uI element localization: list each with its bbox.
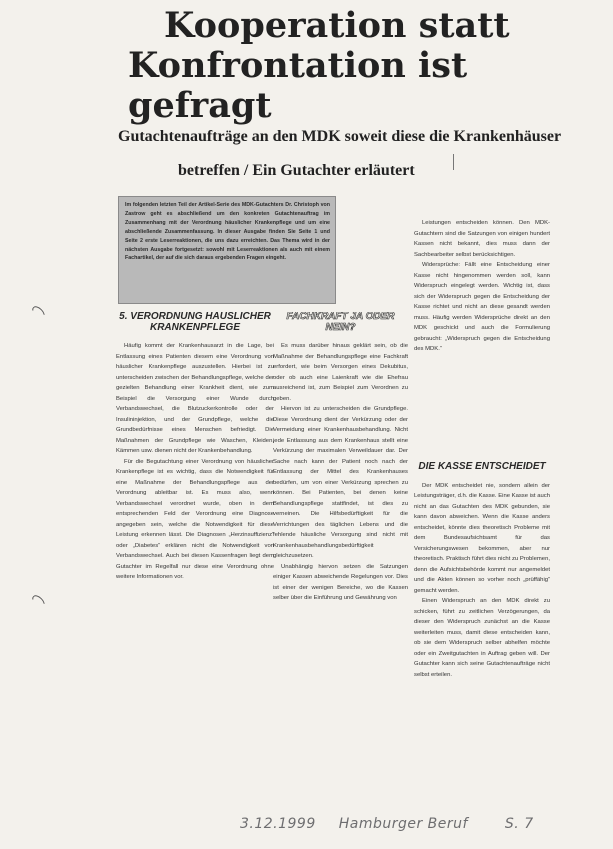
paragraph: Einen Widerspruch an den MDK direkt zu schicken, führt zu zeitlichen Verzögerungen, da dieser den Widerspruch zunächst an die Kasse weiterleiten muss, damit diese entscheiden kann, ob sie dem Widerspruch selber abhelfen möchte oder ein Zweitgutachten in Auftrag geben will. Der Gutachter kann sich seine Gutachtenaufträge nicht selbst erteilen.	[414, 598, 550, 678]
divider-mark	[453, 154, 454, 170]
paragraph: Widersprüche: Fällt eine Entscheidung einer Kasse nicht hingenommen werden soll, kann Widerspruch eingelegt werden. Wichtig ist, dass sich der Widerspruch gegen die Entscheidung der Kasse richtet und nicht an diese gesandt werden muss. Häufig werden Widersprüche direkt an den MDK geschickt und auch die Formulierung gebraucht: „Widerspruch gegen die Entscheidung des MDK.“	[414, 262, 550, 352]
section-heading-kasse: DIE KASSE ENTSCHEIDET	[418, 462, 546, 472]
punch-hole-mark	[30, 593, 47, 610]
paragraph: Es muss darüber hinaus geklärt sein, ob die Maßnahme der Behandlungspflege eine Fachkraft erfordert, wie beim Versorgen eines Dekubitus, oder ob auch eine Laienkraft wie die Ehefrau ausreichend ist, zum Beispiel zum Verordnen zu geben.	[273, 343, 408, 402]
column-3-bottom	[414, 462, 550, 784]
article-subheadline	[100, 120, 605, 188]
paragraph: Für die Begutachtung einer Verordnung von häuslicher Krankenpflege ist es wichtig, dass die Notwendigkeit für eine Maßnahme der Behandlungspflege aus der Verordnung ableitbar ist. Es muss also, wenn Verbandswechsel verordnet wurde, oben in dem entsprechenden Feld der Verordnung eine Diagnose angegeben sein, welche die Notwendigkeit für diese Leistung erkennen lässt. Die Diagnosen „Herzinsuffizienz“ oder „Diabetes“ erklären nicht die Notwendigkeit von Verbandswechsel. Auch bei diesen Kassenfragen liegt dem Gutachter im Regelfall nur diese eine Verordnung ohne weitere Informationen vor.	[116, 458, 274, 580]
annotation-page: S. 7	[504, 816, 534, 832]
column-2	[273, 312, 408, 782]
intro-box: Im folgenden letzten Teil der Artikel-Serie des MDK-Gutachters Dr. Christoph von Zastrow geht es abschließend um den konkreten Gutachtenauftrag im Zusammenhang mit der Verordnung häuslicher Krankenpflege und um eine abschließende Zusammenfassung. In dieser Ausgabe finden Sie Seite 1 und Seite 2 erste Leserreaktionen, die uns dazu erreichten. Das Thema wird in der nächsten Ausgabe fortgesetzt: sowohl mit Leserreaktionen als auch mit einem Fachartikel, der auf die sich daraus ergebenden Fragen eingeht.	[118, 196, 336, 304]
subhead-line-2: betreffen / Ein Gutachter erläutert	[178, 162, 415, 179]
headline-line-2: Konfrontation ist gefragt	[128, 45, 468, 126]
headline-line-1: Kooperation statt	[164, 5, 510, 46]
paragraph: Der MDK entscheidet nie, sondern allein der Leistungsträger, d.h. die Kasse. Eine Kasse ist auch nicht an das Gutachten des MDK gebunden, sie kann davon abweichen. Wenn die Kasse anders entscheidet, könnte dies theoretisch Probleme mit dem Bundesaufsichtsamt für das Versicherungswesen bekommen, aber nur theoretisch. Praktisch führt dies nicht zu Problemen, denn die Aufsichtsbehörde kommt nur angemeldet und die Akten können so vorher noch „prüffähig“ gemacht werden.	[414, 482, 550, 594]
paragraph: Hiervon ist zu unterscheiden die Grundpflege. Diese Verordnung dient der Verkürzung oder der Vermeidung einer Krankenhausbehandlung. Nicht jede Entlassung aus dem Krankenhaus stellt eine Verkürzung der maximalen Verweildauer dar. Der Sache nach kann der Patient noch nach der Entlassung der Mittel des Krankenhauses bedürfen, um von einer Verkürzung sprechen zu können. Bei Patienten, bei denen keine Behandlungspflege stattfindet, ist dies zu verneinen. Die Hilfsbedürftigkeit für die Verrichtungen des täglichen Lebens und die fehlende häusliche Versorgung sind nicht mit Krankenhausbehandlungsbedürftigkeit gleichzusetzen.	[273, 406, 408, 559]
paragraph: Unabhängig hiervon setzen die Satzungen einiger Kassen abweichende Regelungen vor. Dies ist einer der wenigen Bereiche, wo die Kassen selber über die Einführung und Gewährung von	[273, 563, 408, 601]
column-1	[116, 312, 274, 787]
section-heading-verordnung: 5. VERORDNUNG HÄUSLICHER KRANKENPFLEGE	[119, 312, 271, 333]
annotation-date: 3.12.1999	[240, 816, 316, 832]
handwritten-annotation	[240, 816, 560, 832]
article-headline	[60, 6, 600, 126]
paragraph: Häufig kommt der Krankenhausarzt in die Lage, bei Entlassung eines Patienten diesem eine Verordnung von häuslicher Krankenpflege auszustellen. Hierbei ist zu unterscheiden zwischen der Behandlungspflege, welche der gezielten Behandlung einer Krankheit dient, wie zum Beispiel die Versorgung einer Wunde durch Verbandswechsel, die Blutzuckerkontrolle oder der Insulininjektion, und der Grundpflege, welche die Grundbedürfnisse eines Menschen befriedigt. Die Maßnahmen der Grundpflege wie Waschen, Kleiden, Kämmen usw. dienen nicht der Krankenbehandlung.	[116, 343, 274, 454]
paragraph: Leistungen entscheiden können. Den MDK-Gutachtern sind die Satzungen von einigen hundert Kassen nicht bekannt, dies muss dann der Sachbearbeiter selbst berücksichtigen.	[414, 220, 550, 258]
subhead-line-1: Gutachtenaufträge an den MDK soweit diese die Krankenhäuser	[118, 128, 562, 145]
section-heading-fachkraft: FACHKRAFT JA ODER NEIN?	[286, 312, 395, 333]
annotation-source: Hamburger Beruf	[338, 816, 468, 832]
punch-hole-mark	[30, 304, 47, 321]
